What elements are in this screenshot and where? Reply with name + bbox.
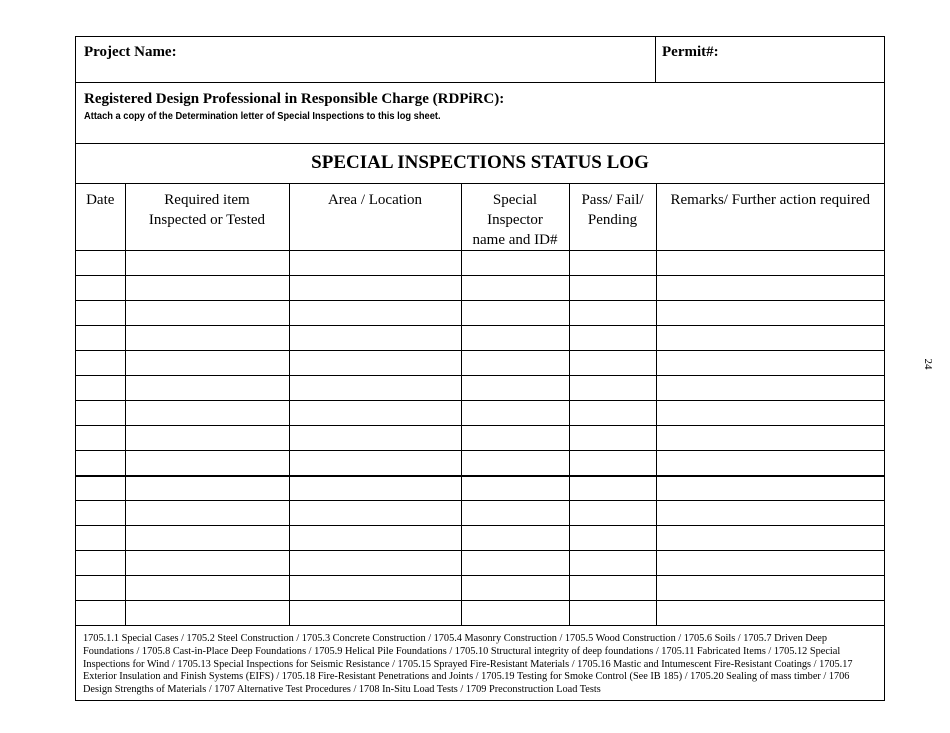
- table-row: [76, 501, 884, 526]
- cell-remarks[interactable]: [656, 526, 884, 551]
- cell-special-inspector[interactable]: [461, 301, 569, 326]
- cell-status[interactable]: [569, 551, 656, 576]
- cell-required-item[interactable]: [125, 526, 289, 551]
- table-row: [76, 301, 884, 326]
- cell-special-inspector[interactable]: [461, 526, 569, 551]
- cell-remarks[interactable]: [656, 451, 884, 476]
- cell-status[interactable]: [569, 276, 656, 301]
- cell-remarks[interactable]: [656, 301, 884, 326]
- cell-date[interactable]: [76, 601, 125, 626]
- cell-required-item[interactable]: [125, 251, 289, 276]
- column-header-status: Pass/ Fail/ Pending: [569, 184, 656, 251]
- cell-date[interactable]: [76, 501, 125, 526]
- cell-area-location[interactable]: [289, 351, 461, 376]
- cell-status[interactable]: [569, 451, 656, 476]
- table-row: [76, 551, 884, 576]
- cell-date[interactable]: [76, 401, 125, 426]
- table-row: [76, 426, 884, 451]
- cell-date[interactable]: [76, 301, 125, 326]
- cell-required-item[interactable]: [125, 301, 289, 326]
- cell-date[interactable]: [76, 251, 125, 276]
- cell-date[interactable]: [76, 476, 125, 501]
- table-row: [76, 326, 884, 351]
- cell-special-inspector[interactable]: [461, 601, 569, 626]
- cell-status[interactable]: [569, 376, 656, 401]
- code-references: 1705.1.1 Special Cases / 1705.2 Steel Construction / 1705.3 Concrete Construction / 1705.4 Masonry Construction / 1705.5 Wood Construction / 1705.6 Soils / 1705.7 Driven Deep Foundations / 1705.8 Cast-in-Place Deep Foundations / 1705.9 Helical Pile Foundations / 1705.10 Structural integrity of deep foundations / 1705.11 Fabricated Items / 1705.12 Special Inspections for Wind / 1705.13 Special Inspections for Seismic Resistance / 1705.15 Sprayed Fire-Resistant Materials / 1705.16 Mastic and Intumescent Fire-Resistant Coatings / 1705.17 Exterior Insulation and Finish Systems (EIFS) / 1705.18 Fire-Resistant Penetrations and Joints / 1705.19 Testing for Smoke Control (See IB 185) / 1705.20 Sealing of mass timber / 1706 Design Strengths of Materials / 1707 Alternative Test Procedures / 1708 In-Situ Load Tests / 1709 Preconstruction Load Tests: [83, 633, 853, 696]
- table-row: [76, 251, 884, 276]
- cell-status[interactable]: [569, 251, 656, 276]
- permit-field[interactable]: [656, 37, 884, 82]
- cell-required-item[interactable]: [125, 576, 289, 601]
- cell-required-item[interactable]: [125, 601, 289, 626]
- status-log-table: [76, 184, 884, 700]
- cell-special-inspector[interactable]: [461, 576, 569, 601]
- table-row: [76, 526, 884, 551]
- column-header-date: Date: [76, 184, 125, 251]
- cell-remarks[interactable]: [656, 376, 884, 401]
- cell-status[interactable]: [569, 401, 656, 426]
- cell-area-location[interactable]: [289, 551, 461, 576]
- cell-date[interactable]: [76, 526, 125, 551]
- column-header-special-inspector: Special Inspector name and ID#: [461, 184, 569, 251]
- rdpirc-field[interactable]: [76, 83, 884, 144]
- cell-date[interactable]: [76, 551, 125, 576]
- cell-date[interactable]: [76, 276, 125, 301]
- cell-status[interactable]: [569, 476, 656, 501]
- log-entries: [76, 251, 884, 626]
- cell-special-inspector[interactable]: [461, 426, 569, 451]
- cell-required-item[interactable]: [125, 351, 289, 376]
- cell-status[interactable]: [569, 426, 656, 451]
- page-number: 24: [922, 358, 934, 370]
- table-row: [76, 351, 884, 376]
- cell-required-item[interactable]: [125, 276, 289, 301]
- cell-required-item[interactable]: [125, 401, 289, 426]
- cell-area-location[interactable]: [289, 301, 461, 326]
- cell-area-location[interactable]: [289, 276, 461, 301]
- rdpirc-note: Attach a copy of the Determination letter of Special Inspections to this log sheet.: [84, 111, 441, 122]
- cell-required-item[interactable]: [125, 426, 289, 451]
- cell-remarks[interactable]: [656, 351, 884, 376]
- form-title: SPECIAL INSPECTIONS STATUS LOG: [76, 144, 884, 184]
- table-header-row: [76, 184, 884, 251]
- cell-status[interactable]: [569, 601, 656, 626]
- cell-status[interactable]: [569, 576, 656, 601]
- cell-remarks[interactable]: [656, 401, 884, 426]
- cell-date[interactable]: [76, 451, 125, 476]
- cell-area-location[interactable]: [289, 451, 461, 476]
- cell-special-inspector[interactable]: [461, 376, 569, 401]
- cell-date[interactable]: [76, 576, 125, 601]
- table-row: [76, 451, 884, 476]
- cell-remarks[interactable]: [656, 251, 884, 276]
- cell-status[interactable]: [569, 326, 656, 351]
- cell-area-location[interactable]: [289, 251, 461, 276]
- permit-label: Permit#:: [662, 44, 719, 60]
- cell-remarks[interactable]: [656, 551, 884, 576]
- cell-area-location[interactable]: [289, 601, 461, 626]
- cell-status[interactable]: [569, 301, 656, 326]
- table-row: [76, 276, 884, 301]
- table-row: [76, 576, 884, 601]
- cell-area-location[interactable]: [289, 526, 461, 551]
- cell-area-location[interactable]: [289, 476, 461, 501]
- cell-required-item[interactable]: [125, 501, 289, 526]
- cell-date[interactable]: [76, 351, 125, 376]
- column-header-remarks: Remarks/ Further action required: [656, 184, 884, 251]
- cell-required-item[interactable]: [125, 326, 289, 351]
- column-header-area-location: Area / Location: [289, 184, 461, 251]
- cell-remarks[interactable]: [656, 276, 884, 301]
- cell-status[interactable]: [569, 351, 656, 376]
- table-row: [76, 601, 884, 626]
- cell-area-location[interactable]: [289, 376, 461, 401]
- cell-special-inspector[interactable]: [461, 401, 569, 426]
- cell-special-inspector[interactable]: [461, 451, 569, 476]
- table-row: [76, 476, 884, 501]
- cell-area-location[interactable]: [289, 326, 461, 351]
- cell-remarks[interactable]: [656, 326, 884, 351]
- cell-required-item[interactable]: [125, 451, 289, 476]
- cell-required-item[interactable]: [125, 476, 289, 501]
- cell-status[interactable]: [569, 526, 656, 551]
- cell-required-item[interactable]: [125, 551, 289, 576]
- cell-remarks[interactable]: [656, 601, 884, 626]
- code-references-cell: [76, 626, 884, 700]
- cell-date[interactable]: [76, 376, 125, 401]
- cell-special-inspector[interactable]: [461, 326, 569, 351]
- cell-special-inspector[interactable]: [461, 276, 569, 301]
- column-header-required-item: Required item Inspected or Tested: [125, 184, 289, 251]
- project-name-field[interactable]: [76, 37, 656, 82]
- cell-required-item[interactable]: [125, 376, 289, 401]
- cell-special-inspector[interactable]: [461, 501, 569, 526]
- table-row: [76, 401, 884, 426]
- cell-status[interactable]: [569, 501, 656, 526]
- cell-area-location[interactable]: [289, 401, 461, 426]
- cell-date[interactable]: [76, 326, 125, 351]
- cell-remarks[interactable]: [656, 426, 884, 451]
- inspection-log-form: [75, 36, 885, 701]
- header-row: [76, 37, 884, 83]
- rdpirc-label: Registered Design Professional in Responsible Charge (RDPiRC):: [84, 91, 505, 107]
- cell-special-inspector[interactable]: [461, 251, 569, 276]
- cell-area-location[interactable]: [289, 501, 461, 526]
- cell-special-inspector[interactable]: [461, 351, 569, 376]
- project-name-label: Project Name:: [84, 44, 177, 60]
- cell-special-inspector[interactable]: [461, 476, 569, 501]
- cell-remarks[interactable]: [656, 501, 884, 526]
- cell-area-location[interactable]: [289, 426, 461, 451]
- cell-remarks[interactable]: [656, 476, 884, 501]
- cell-remarks[interactable]: [656, 576, 884, 601]
- table-row: [76, 376, 884, 401]
- cell-area-location[interactable]: [289, 576, 461, 601]
- cell-special-inspector[interactable]: [461, 551, 569, 576]
- cell-date[interactable]: [76, 426, 125, 451]
